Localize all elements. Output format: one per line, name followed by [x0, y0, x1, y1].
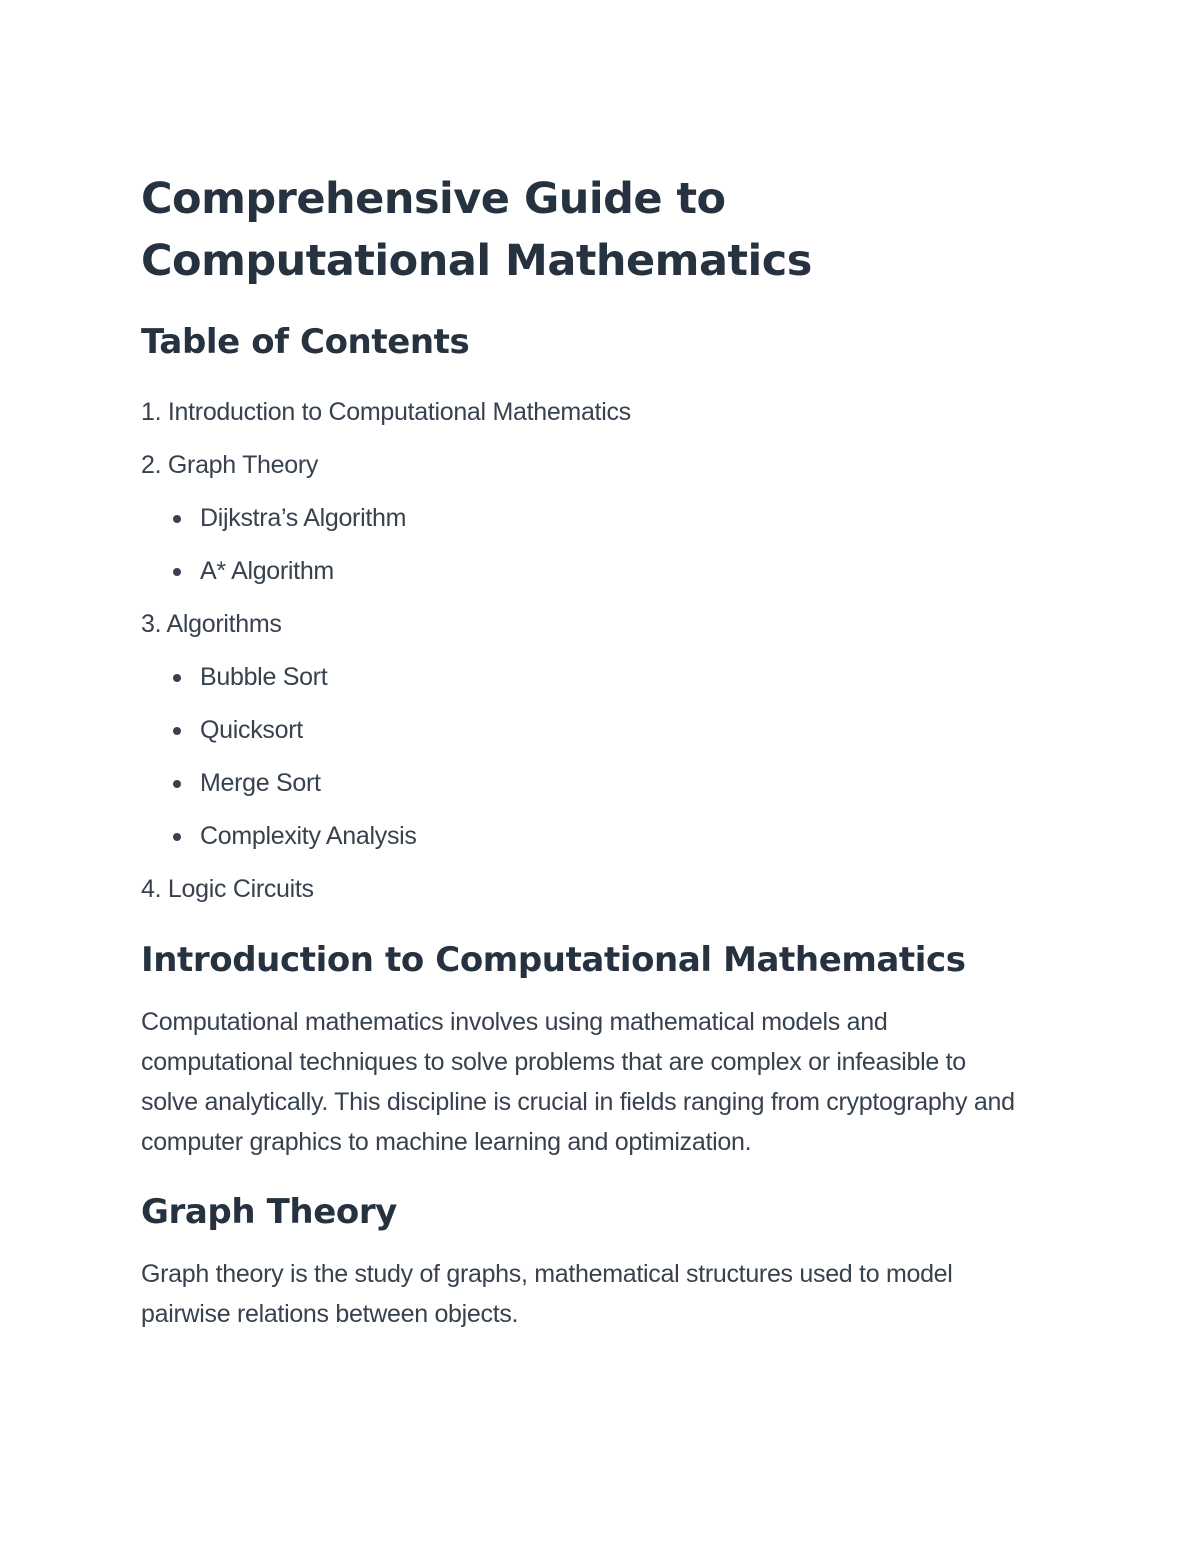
toc-item-label: Algorithms [166, 610, 282, 638]
toc-item-number: 2. [141, 451, 162, 479]
toc-sublist-graph-theory [141, 492, 1021, 598]
toc-item-logic-circuits[interactable] [141, 863, 1021, 916]
toc-subitem-label: Quicksort [200, 716, 303, 744]
toc-subitem-merge-sort[interactable] [171, 757, 1021, 810]
section-heading-graph-theory: Graph Theory [141, 1192, 397, 1232]
bullet-icon [173, 674, 181, 682]
toc-subitem-label: Dijkstra’s Algorithm [200, 504, 407, 532]
toc-item-algorithms[interactable] [141, 598, 1021, 651]
section-body-introduction: Computational mathematics involves using mathematical models and computational techniques to solve problems that are complex or infeasible to solve analytically. This discipline is crucial in fields ranging from cryptography and computer graphics to machine learning and optimization. [141, 1008, 1015, 1156]
toc-subitem-label: Bubble Sort [200, 663, 328, 691]
toc-subitem-dijkstra[interactable] [171, 492, 1021, 545]
bullet-icon [173, 568, 181, 576]
document-page [141, 168, 1021, 1334]
toc-item-number: 3. [141, 610, 162, 638]
toc-subitem-label: Merge Sort [200, 769, 321, 797]
document-title [141, 168, 1021, 292]
toc-item-graph-theory[interactable] [141, 439, 1021, 492]
section-heading-introduction: Introduction to Computational Mathematics [141, 940, 966, 980]
toc-subitem-bubble-sort[interactable] [171, 651, 1021, 704]
bullet-icon [173, 727, 181, 735]
toc-item-label: Graph Theory [167, 451, 319, 479]
toc-sublist-algorithms [141, 651, 1021, 863]
toc-item-label: Logic Circuits [167, 875, 314, 903]
toc-item-number: 1. [141, 398, 162, 426]
toc-subitem-a-star[interactable] [171, 545, 1021, 598]
toc-item-number: 4. [141, 875, 162, 903]
bullet-icon [173, 833, 181, 841]
table-of-contents [141, 386, 1021, 916]
section-body-graph-theory: Graph theory is the study of graphs, mathematical structures used to model pairwise relations between objects. [141, 1260, 953, 1328]
title-line-2: Computational Mathematics [141, 236, 812, 286]
toc-item-introduction[interactable] [141, 386, 1021, 439]
bullet-icon [173, 780, 181, 788]
title-line-1: Comprehensive Guide to [141, 174, 726, 224]
toc-heading: Table of Contents [141, 322, 470, 362]
bullet-icon [173, 515, 181, 523]
toc-subitem-label: Complexity Analysis [200, 822, 417, 850]
toc-item-label: Introduction to Computational Mathematics [167, 398, 631, 426]
toc-subitem-complexity-analysis[interactable] [171, 810, 1021, 863]
toc-subitem-quicksort[interactable] [171, 704, 1021, 757]
toc-subitem-label: A* Algorithm [200, 557, 334, 585]
